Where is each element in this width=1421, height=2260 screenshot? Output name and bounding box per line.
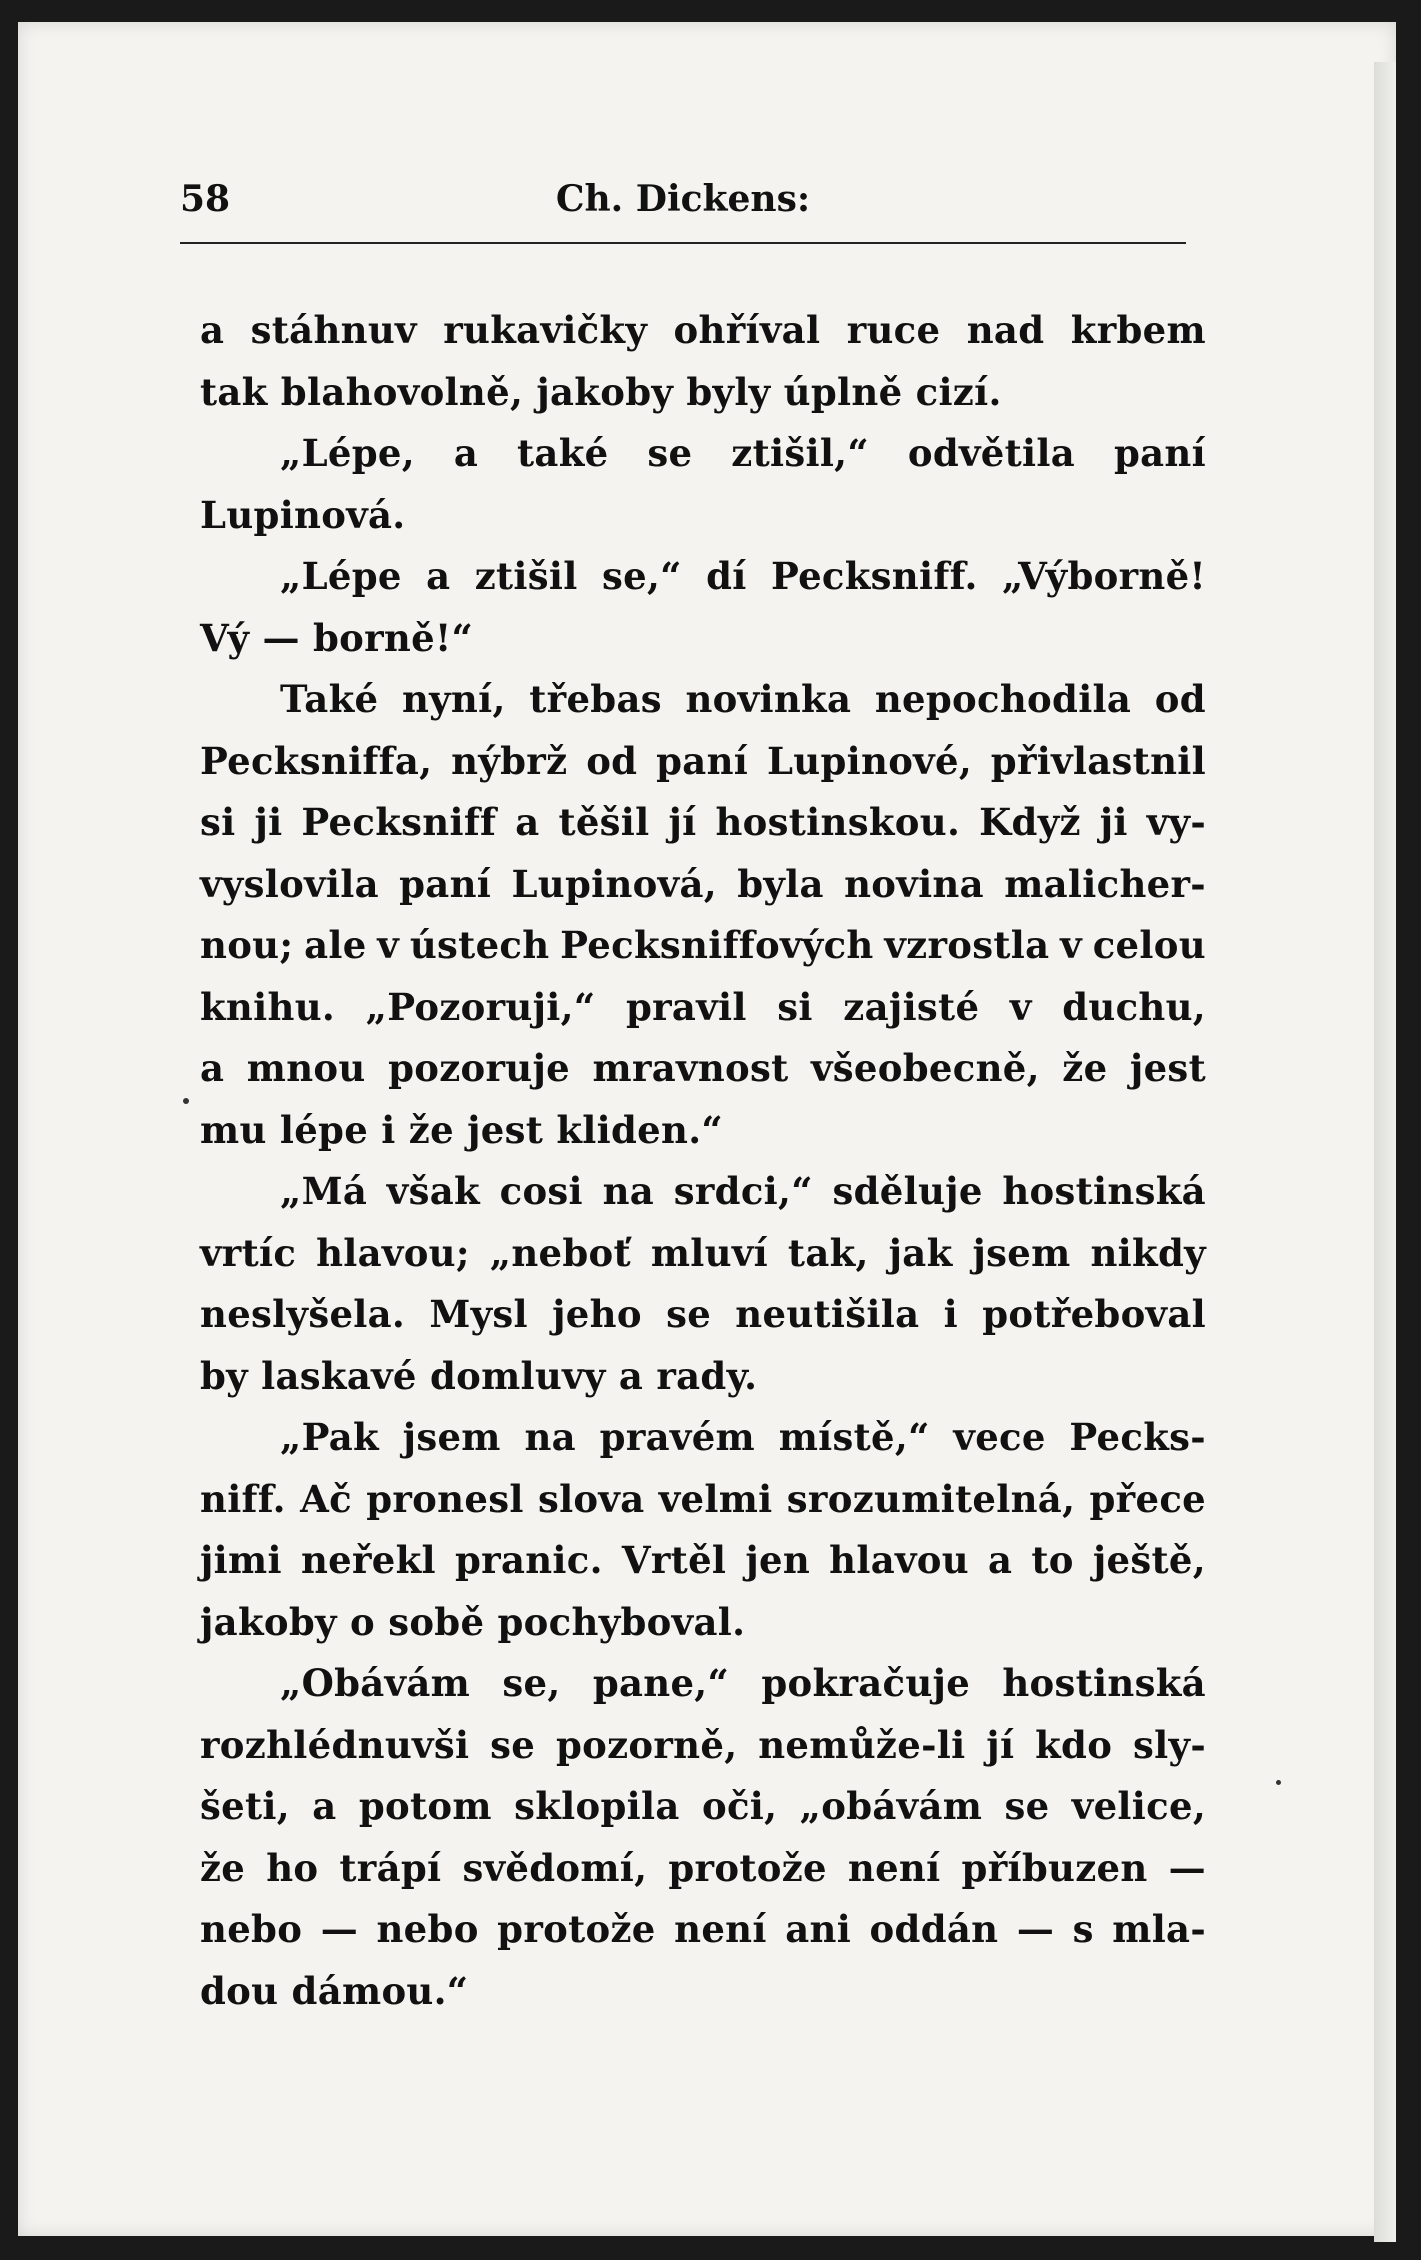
word: ztišil,“ xyxy=(731,431,869,475)
word: a xyxy=(618,1353,657,1398)
word: sděluje xyxy=(832,1169,983,1213)
word: mluví xyxy=(650,1230,769,1275)
word: malicher- xyxy=(1004,861,1206,906)
word: a xyxy=(515,800,540,844)
word: Pecksniff. xyxy=(770,554,978,598)
word: dou xyxy=(200,1968,292,2013)
word: slova xyxy=(537,1476,645,1521)
word: s xyxy=(1072,1907,1094,1951)
word: pochyboval. xyxy=(497,1599,746,1644)
word: dámou.“ xyxy=(291,1968,469,2013)
text-line xyxy=(200,792,1206,854)
text-line xyxy=(200,1530,1206,1592)
word: mravnost xyxy=(592,1046,789,1090)
word: všeobecně, xyxy=(811,1046,1040,1090)
text-line xyxy=(200,423,1206,485)
word: Pecksniff xyxy=(301,800,497,844)
word: dí xyxy=(706,554,747,598)
word: nyní, xyxy=(401,677,506,721)
word: rady. xyxy=(656,1353,758,1398)
word: protože xyxy=(668,1845,827,1890)
word: — xyxy=(1016,1907,1055,1951)
word: hlavou; xyxy=(316,1230,470,1275)
word: a xyxy=(200,1046,225,1090)
word: „Pak xyxy=(280,1415,379,1459)
text-line xyxy=(200,1407,1206,1469)
word: Pecksniffových xyxy=(560,923,874,967)
word: a xyxy=(312,1784,337,1828)
word: Lupinová, xyxy=(511,861,717,906)
word: Když xyxy=(979,800,1081,844)
word: Vý xyxy=(200,615,263,660)
word: jeho xyxy=(552,1292,642,1336)
word: laskavé xyxy=(261,1353,430,1398)
word: nikdy xyxy=(1090,1230,1206,1275)
word: srdci,“ xyxy=(673,1169,813,1213)
word: pranic. xyxy=(454,1538,603,1582)
word: pane,“ xyxy=(592,1661,730,1705)
word: Také xyxy=(280,677,379,721)
word: mla- xyxy=(1112,1907,1206,1951)
word: hlavou xyxy=(829,1538,969,1582)
word: o xyxy=(350,1599,389,1644)
word: ústech xyxy=(409,923,550,967)
running-title: Ch. Dickens: xyxy=(555,178,811,220)
word: potřeboval xyxy=(982,1292,1206,1336)
word: cizí. xyxy=(915,369,1002,414)
text-line xyxy=(200,731,1206,793)
word: nepochodila xyxy=(874,677,1132,721)
text-line xyxy=(200,608,1206,670)
word: úplně xyxy=(783,369,916,414)
word: „neboť xyxy=(489,1230,631,1275)
word: Pecks- xyxy=(1069,1415,1206,1459)
ink-speck xyxy=(1276,1780,1281,1785)
word: zajisté xyxy=(843,984,980,1029)
word: a xyxy=(453,431,479,475)
word: jak xyxy=(888,1230,953,1275)
word: jakoby xyxy=(200,1599,351,1644)
word: pozoruje xyxy=(388,1046,571,1090)
word: byly xyxy=(686,369,784,414)
word: jakoby xyxy=(536,369,687,414)
word: šeti, xyxy=(200,1784,290,1828)
word: borně!“ xyxy=(312,615,474,660)
word: ji xyxy=(1099,800,1128,844)
word: že xyxy=(408,1107,468,1152)
word: nad xyxy=(966,308,1045,352)
word: velmi xyxy=(658,1476,773,1521)
word: „Výborně! xyxy=(1002,554,1206,598)
word: lépe xyxy=(279,1107,382,1152)
word: mnou xyxy=(246,1046,366,1090)
text-line xyxy=(200,1899,1206,1961)
word: pravém xyxy=(599,1415,756,1459)
word: jí xyxy=(668,800,697,844)
word: jimi xyxy=(200,1538,282,1582)
text-line xyxy=(200,1776,1206,1838)
word: paní xyxy=(1113,431,1206,475)
word: že xyxy=(200,1845,246,1890)
word: protože xyxy=(497,1907,656,1951)
word: ji xyxy=(254,800,283,844)
word: Lupinové, xyxy=(766,738,972,783)
word: hostinská xyxy=(1002,1169,1206,1213)
word: svědomí, xyxy=(462,1845,648,1890)
word: rukavičky xyxy=(443,308,648,352)
word: od xyxy=(1154,677,1206,721)
text-line xyxy=(200,1038,1206,1100)
page-number: 58 xyxy=(180,178,231,220)
word: a xyxy=(988,1538,1013,1582)
word: velice, xyxy=(1071,1784,1206,1828)
word: odvětila xyxy=(907,431,1076,475)
text-line xyxy=(200,546,1206,608)
word: ohříval xyxy=(673,308,821,352)
word: tak, xyxy=(787,1230,869,1275)
word: v xyxy=(377,923,400,967)
word: kdo xyxy=(1035,1722,1113,1767)
word: — xyxy=(262,615,313,660)
word: nebo xyxy=(376,1907,479,1951)
text-line xyxy=(200,1469,1206,1531)
word: neutišila xyxy=(735,1292,920,1336)
word: se,“ xyxy=(601,554,682,598)
word: hostinská xyxy=(1002,1661,1206,1705)
word: od xyxy=(586,738,638,783)
word: — xyxy=(1168,1845,1206,1890)
word: paní xyxy=(399,861,492,906)
text-line xyxy=(200,1161,1206,1223)
word: ale xyxy=(304,923,367,967)
word: v xyxy=(1009,984,1032,1029)
text-line xyxy=(200,1838,1206,1900)
word: také xyxy=(517,431,609,475)
word: vece xyxy=(953,1415,1046,1459)
word: celou xyxy=(1092,923,1206,967)
word: a xyxy=(200,308,225,352)
word: sobě xyxy=(388,1599,498,1644)
word: novinka xyxy=(685,677,852,721)
word: „obávám xyxy=(799,1784,983,1828)
word: nebo xyxy=(200,1907,303,1951)
word: pokračuje xyxy=(761,1661,971,1705)
word: si xyxy=(777,984,813,1029)
word: se, xyxy=(502,1661,561,1705)
word: však xyxy=(386,1169,480,1213)
word: cosi xyxy=(499,1169,583,1213)
text-line xyxy=(200,1100,1206,1162)
word: knihu. xyxy=(200,984,336,1029)
word: duchu, xyxy=(1062,984,1206,1029)
text-line xyxy=(200,669,1206,731)
word: „Lépe, xyxy=(280,431,415,475)
word: vyslovila xyxy=(200,861,379,906)
word: těšil xyxy=(558,800,650,844)
word: jsem xyxy=(972,1230,1071,1275)
word: pozorně, xyxy=(555,1722,738,1767)
word: si xyxy=(200,800,236,844)
word: jsem xyxy=(402,1415,501,1459)
word: domluvy xyxy=(429,1353,619,1398)
text-line xyxy=(200,485,1206,547)
word: „Obávám xyxy=(280,1661,471,1705)
word: stáhnuv xyxy=(250,308,417,352)
word: není xyxy=(674,1907,767,1951)
word: ani xyxy=(785,1907,852,1951)
word: by xyxy=(200,1353,262,1398)
text-line xyxy=(200,1284,1206,1346)
word: — xyxy=(320,1907,358,1951)
word: jí xyxy=(986,1722,1015,1767)
body-text xyxy=(200,300,1206,2022)
word: se xyxy=(647,431,693,475)
word: paní xyxy=(656,738,749,783)
word: potom xyxy=(358,1784,492,1828)
word: třebas xyxy=(529,677,662,721)
word: ještě, xyxy=(1092,1538,1206,1582)
word: mu xyxy=(200,1107,280,1152)
word: jest xyxy=(1129,1046,1206,1090)
text-line xyxy=(200,1346,1206,1408)
word: Mysl xyxy=(429,1292,528,1336)
text-line xyxy=(200,1653,1206,1715)
word: přivlastnil xyxy=(990,738,1206,783)
word: pronesl xyxy=(366,1476,524,1521)
word: Ač xyxy=(300,1476,352,1521)
word: krbem xyxy=(1070,308,1206,352)
ink-speck xyxy=(183,1098,189,1104)
word: niff. xyxy=(200,1476,286,1521)
word: ho xyxy=(266,1845,319,1890)
word: Vrtěl xyxy=(621,1538,727,1582)
text-line xyxy=(200,854,1206,916)
word: není xyxy=(847,1845,941,1890)
text-line xyxy=(200,915,1206,977)
word: ruce xyxy=(846,308,941,352)
word: „Má xyxy=(280,1169,368,1213)
word: vrtíc xyxy=(200,1230,297,1275)
word: rozhlédnuvši xyxy=(200,1722,470,1767)
word: vy- xyxy=(1146,800,1206,844)
word: nýbrž xyxy=(451,738,568,783)
text-line xyxy=(200,1715,1206,1777)
word: příbuzen xyxy=(961,1845,1148,1890)
word: oddán xyxy=(869,1907,999,1951)
word: hostinskou. xyxy=(715,800,961,844)
word: Lupinová. xyxy=(200,492,406,537)
header-rule xyxy=(180,242,1186,244)
text-line xyxy=(200,1223,1206,1285)
word: pravil xyxy=(625,984,747,1029)
word: oči, xyxy=(701,1784,778,1828)
text-line xyxy=(200,977,1206,1039)
word: přece xyxy=(1089,1476,1206,1521)
word: na xyxy=(602,1169,655,1213)
word: kliden.“ xyxy=(556,1107,723,1152)
word: se xyxy=(490,1722,536,1767)
text-line xyxy=(200,1961,1206,2023)
word: nemůže-li xyxy=(758,1722,966,1767)
word: vzrostla xyxy=(884,923,1050,967)
word: ztišil xyxy=(474,554,578,598)
text-line xyxy=(200,362,1206,424)
text-line xyxy=(200,1592,1206,1654)
word: srozumitelná, xyxy=(786,1476,1076,1521)
word: se xyxy=(1004,1784,1050,1828)
word: byla xyxy=(737,861,824,906)
word: jen xyxy=(745,1538,811,1582)
word: že xyxy=(1062,1046,1108,1090)
word: v xyxy=(1060,923,1082,967)
word: to xyxy=(1031,1538,1074,1582)
word: trápí xyxy=(339,1845,442,1890)
page-edge xyxy=(1374,62,1396,2242)
word: i xyxy=(381,1107,409,1152)
word: blahovolně, xyxy=(280,369,537,414)
word: „Pozoruji,“ xyxy=(365,984,596,1029)
word: novina xyxy=(844,861,984,906)
text-line xyxy=(200,300,1206,362)
page-header xyxy=(180,178,1186,228)
word: neslyšela. xyxy=(200,1292,406,1336)
word: a xyxy=(426,554,451,598)
word: místě,“ xyxy=(778,1415,930,1459)
word: i xyxy=(943,1292,958,1336)
word: „Lépe xyxy=(280,554,402,598)
word: Pecksniffa, xyxy=(200,738,433,783)
word: na xyxy=(524,1415,576,1459)
word: jest xyxy=(467,1107,557,1152)
word: tak xyxy=(200,369,281,414)
word: nou; xyxy=(200,923,294,967)
word: se xyxy=(666,1292,712,1336)
word: sklopila xyxy=(514,1784,680,1828)
word: sly- xyxy=(1133,1722,1206,1767)
word: neřekl xyxy=(300,1538,436,1582)
